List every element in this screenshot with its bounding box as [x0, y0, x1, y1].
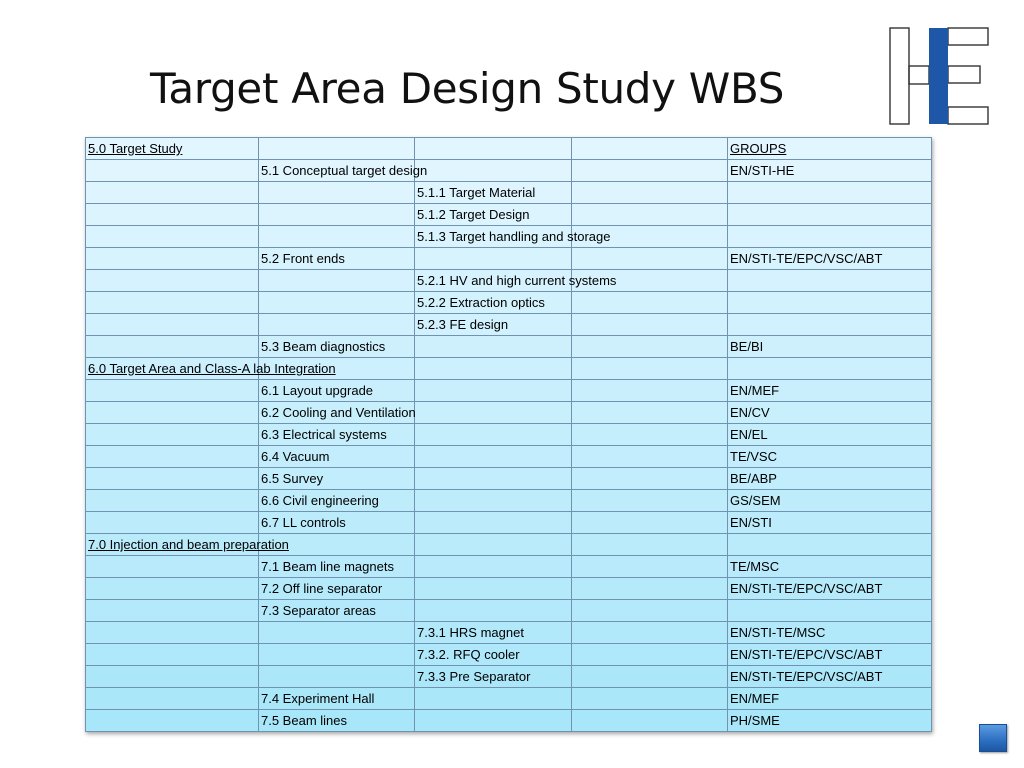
wbs-cell	[86, 644, 259, 666]
next-slide-button[interactable]	[979, 724, 1007, 752]
wbs-cell	[86, 512, 259, 534]
wbs-cell	[572, 402, 728, 424]
wbs-cell	[259, 622, 415, 644]
table-row	[86, 468, 932, 490]
wbs-cell	[572, 380, 728, 402]
wbs-cell	[572, 446, 728, 468]
table-row	[86, 248, 932, 270]
table-row	[86, 358, 932, 380]
wbs-cell	[572, 358, 728, 380]
wbs-cell	[415, 380, 572, 402]
he-logo-icon	[888, 26, 990, 126]
wbs-cell	[86, 248, 259, 270]
table-row	[86, 402, 932, 424]
wbs-cell: 5.1.3 Target handling and storage	[415, 226, 572, 248]
group-cell: TE/VSC	[728, 446, 932, 468]
wbs-cell	[86, 556, 259, 578]
group-cell: GROUPS	[728, 138, 932, 160]
group-cell: EN/STI-TE/EPC/VSC/ABT	[728, 666, 932, 688]
table-row	[86, 556, 932, 578]
group-cell: EN/STI-TE/EPC/VSC/ABT	[728, 644, 932, 666]
table-row	[86, 292, 932, 314]
wbs-cell: 5.1.2 Target Design	[415, 204, 572, 226]
wbs-cell	[572, 556, 728, 578]
table-row	[86, 666, 932, 688]
wbs-cell: 7.3.2. RFQ cooler	[415, 644, 572, 666]
wbs-cell	[86, 182, 259, 204]
wbs-cell	[415, 710, 572, 732]
table-row	[86, 226, 932, 248]
wbs-cell	[572, 710, 728, 732]
wbs-cell	[259, 292, 415, 314]
wbs-cell	[415, 248, 572, 270]
wbs-cell	[572, 600, 728, 622]
wbs-cell: 6.1 Layout upgrade	[259, 380, 415, 402]
wbs-cell	[86, 160, 259, 182]
wbs-cell: 7.0 Injection and beam preparation	[86, 534, 259, 556]
wbs-cell	[86, 666, 259, 688]
group-cell: BE/BI	[728, 336, 932, 358]
table-row	[86, 446, 932, 468]
wbs-cell	[259, 644, 415, 666]
group-cell: EN/CV	[728, 402, 932, 424]
wbs-cell	[572, 248, 728, 270]
table-row	[86, 336, 932, 358]
group-cell	[728, 600, 932, 622]
wbs-cell	[86, 204, 259, 226]
wbs-cell	[572, 138, 728, 160]
wbs-cell: 5.2.2 Extraction optics	[415, 292, 572, 314]
wbs-cell	[86, 402, 259, 424]
wbs-cell	[415, 402, 572, 424]
wbs-cell: 7.3.3 Pre Separator	[415, 666, 572, 688]
wbs-cell	[86, 600, 259, 622]
wbs-cell: 6.3 Electrical systems	[259, 424, 415, 446]
wbs-cell	[86, 336, 259, 358]
wbs-cell	[572, 666, 728, 688]
wbs-cell	[415, 336, 572, 358]
wbs-cell: 7.2 Off line separator	[259, 578, 415, 600]
wbs-cell: 5.2.1 HV and high current systems	[415, 270, 572, 292]
wbs-cell	[259, 666, 415, 688]
table-row	[86, 138, 932, 160]
wbs-cell	[86, 424, 259, 446]
wbs-cell: 5.2.3 FE design	[415, 314, 572, 336]
wbs-cell	[86, 490, 259, 512]
wbs-cell	[572, 292, 728, 314]
wbs-cell	[415, 358, 572, 380]
group-cell	[728, 534, 932, 556]
wbs-cell	[86, 710, 259, 732]
wbs-cell: 6.7 LL controls	[259, 512, 415, 534]
wbs-table	[85, 137, 932, 732]
wbs-cell	[572, 688, 728, 710]
table-row	[86, 622, 932, 644]
group-cell	[728, 204, 932, 226]
group-cell: EN/STI-TE/EPC/VSC/ABT	[728, 248, 932, 270]
wbs-cell	[86, 292, 259, 314]
group-cell	[728, 270, 932, 292]
wbs-cell: 7.3.1 HRS magnet	[415, 622, 572, 644]
wbs-cell	[572, 622, 728, 644]
group-cell: EN/STI	[728, 512, 932, 534]
wbs-cell	[415, 688, 572, 710]
wbs-cell	[415, 600, 572, 622]
table-row	[86, 512, 932, 534]
wbs-cell	[415, 160, 572, 182]
wbs-table-body	[86, 138, 932, 732]
wbs-cell	[415, 534, 572, 556]
wbs-cell: 5.1 Conceptual target design	[259, 160, 415, 182]
wbs-cell: 6.2 Cooling and Ventilation	[259, 402, 415, 424]
group-cell: EN/STI-TE/MSC	[728, 622, 932, 644]
wbs-cell: 7.1 Beam line magnets	[259, 556, 415, 578]
wbs-cell: 5.1.1 Target Material	[415, 182, 572, 204]
wbs-cell	[572, 160, 728, 182]
wbs-cell	[86, 270, 259, 292]
wbs-cell	[86, 578, 259, 600]
wbs-cell	[86, 314, 259, 336]
wbs-cell: 5.0 Target Study	[86, 138, 259, 160]
wbs-cell	[572, 490, 728, 512]
wbs-cell	[572, 314, 728, 336]
group-cell: TE/MSC	[728, 556, 932, 578]
wbs-cell	[572, 424, 728, 446]
wbs-cell	[572, 204, 728, 226]
table-row	[86, 490, 932, 512]
wbs-cell	[259, 226, 415, 248]
table-row	[86, 424, 932, 446]
table-row	[86, 600, 932, 622]
wbs-cell	[86, 380, 259, 402]
group-cell	[728, 292, 932, 314]
wbs-cell	[572, 182, 728, 204]
wbs-cell	[86, 622, 259, 644]
wbs-cell: 6.5 Survey	[259, 468, 415, 490]
wbs-cell	[415, 446, 572, 468]
group-cell: BE/ABP	[728, 468, 932, 490]
wbs-cell	[259, 270, 415, 292]
wbs-cell	[259, 204, 415, 226]
group-cell: GS/SEM	[728, 490, 932, 512]
wbs-cell	[415, 578, 572, 600]
table-row	[86, 578, 932, 600]
wbs-cell	[259, 182, 415, 204]
wbs-cell	[86, 688, 259, 710]
group-cell: EN/MEF	[728, 380, 932, 402]
wbs-cell	[415, 468, 572, 490]
wbs-cell	[415, 512, 572, 534]
table-row	[86, 380, 932, 402]
wbs-cell	[415, 138, 572, 160]
wbs-cell: 7.4 Experiment Hall	[259, 688, 415, 710]
group-cell	[728, 226, 932, 248]
table-row	[86, 204, 932, 226]
table-row	[86, 160, 932, 182]
group-cell	[728, 314, 932, 336]
wbs-cell	[259, 314, 415, 336]
wbs-cell: 7.5 Beam lines	[259, 710, 415, 732]
wbs-cell	[572, 534, 728, 556]
wbs-cell: 6.0 Target Area and Class-A lab Integration	[86, 358, 259, 380]
wbs-cell	[86, 446, 259, 468]
wbs-cell	[415, 490, 572, 512]
wbs-cell: 5.3 Beam diagnostics	[259, 336, 415, 358]
wbs-cell	[415, 424, 572, 446]
table-row	[86, 710, 932, 732]
table-row	[86, 534, 932, 556]
wbs-cell	[415, 556, 572, 578]
wbs-cell: 7.3 Separator areas	[259, 600, 415, 622]
wbs-cell	[572, 512, 728, 534]
table-row	[86, 270, 932, 292]
wbs-cell: 6.4 Vacuum	[259, 446, 415, 468]
wbs-cell	[259, 138, 415, 160]
group-cell: EN/STI-TE/EPC/VSC/ABT	[728, 578, 932, 600]
slide-title: Target Area Design Study WBS	[150, 64, 785, 113]
group-cell: PH/SME	[728, 710, 932, 732]
group-cell: EN/EL	[728, 424, 932, 446]
group-cell	[728, 182, 932, 204]
group-cell: EN/MEF	[728, 688, 932, 710]
wbs-cell	[572, 644, 728, 666]
wbs-cell: 6.6 Civil engineering	[259, 490, 415, 512]
wbs-cell	[572, 336, 728, 358]
wbs-cell	[572, 578, 728, 600]
table-row	[86, 688, 932, 710]
wbs-cell	[86, 468, 259, 490]
table-row	[86, 314, 932, 336]
wbs-cell: 5.2 Front ends	[259, 248, 415, 270]
group-cell: EN/STI-HE	[728, 160, 932, 182]
wbs-cell	[86, 226, 259, 248]
table-row	[86, 182, 932, 204]
table-row	[86, 644, 932, 666]
group-cell	[728, 358, 932, 380]
wbs-cell	[572, 468, 728, 490]
